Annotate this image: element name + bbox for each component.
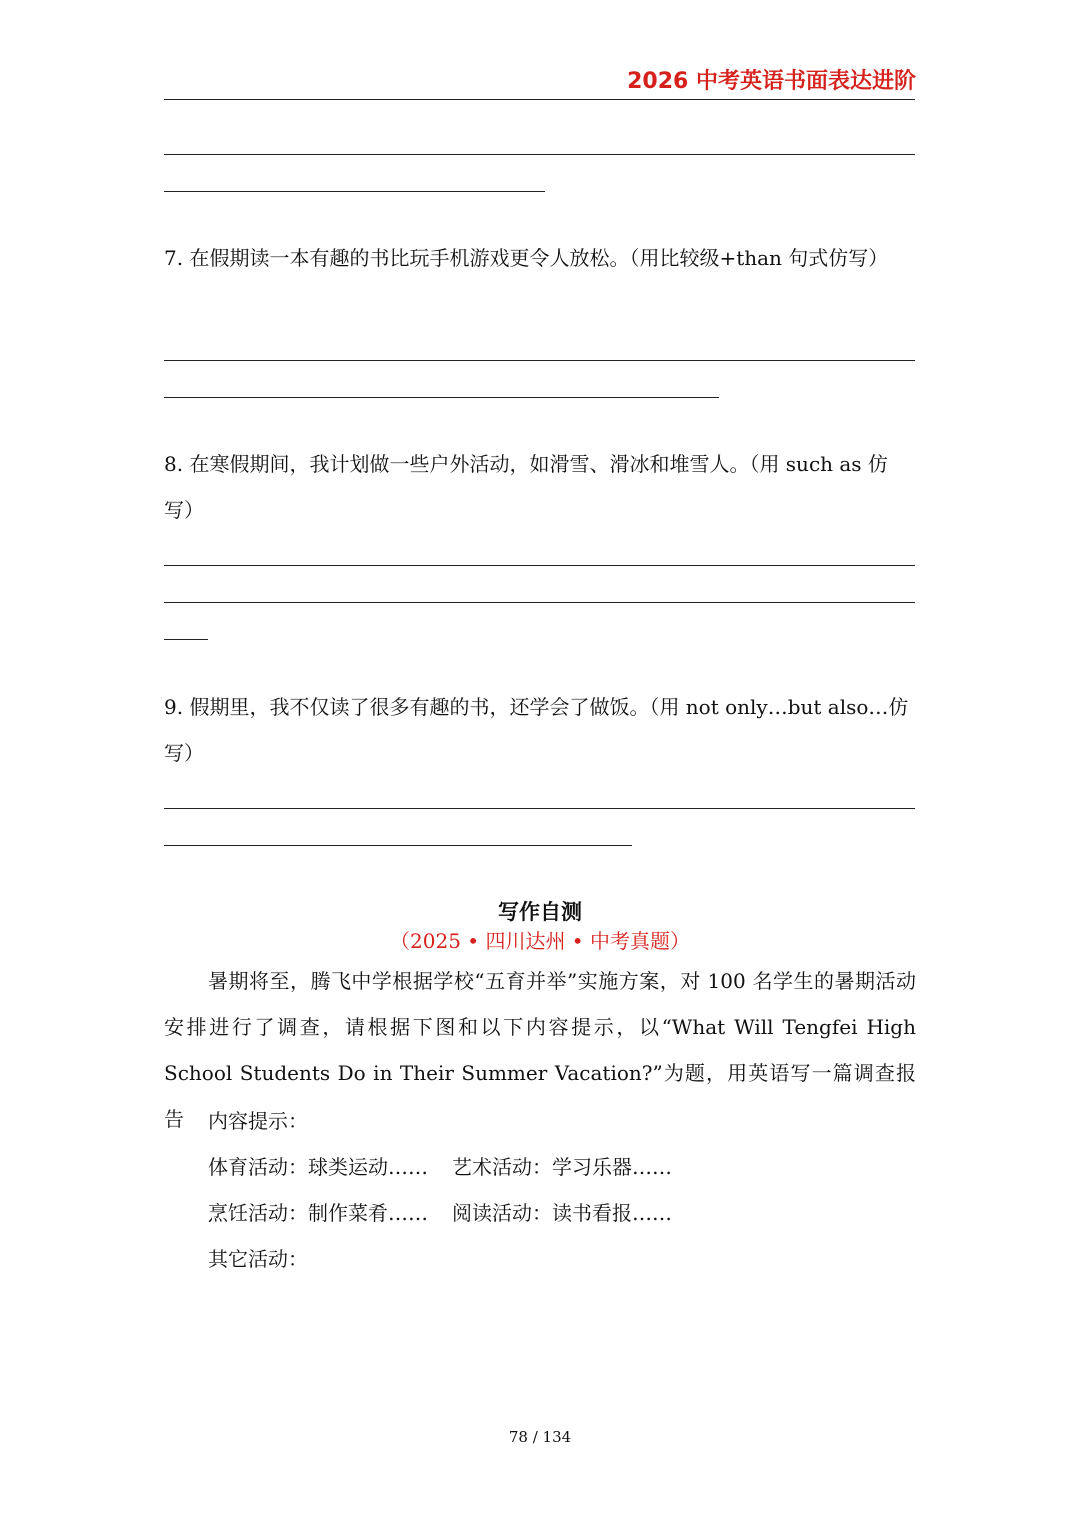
hint-other: 其它活动： [208,1247,308,1271]
page-number: 78 / 134 [508,1428,572,1446]
question-8: 8. 在寒假期间，我计划做一些户外活动，如滑雪、滑冰和堆雪人。（用 such as 仿写） [164,452,888,522]
answer-line [164,154,915,155]
hint-row [208,1152,672,1182]
answer-line [164,602,915,603]
section-source: （2025 • 四川达州 • 中考真题） [390,929,690,953]
answer-line [164,845,632,846]
hint-cooking: 烹饪活动：制作菜肴…… [208,1201,428,1225]
header-title: 2026 中考英语书面表达进阶 [627,69,916,94]
hints-label: 内容提示： [208,1109,308,1133]
question-7: 7. 在假期读一本有趣的书比玩手机游戏更令人放松。（用比较级+than 句式仿写） [164,246,889,270]
answer-line [164,565,915,566]
section-title: 写作自测 [498,900,582,924]
hint-reading: 阅读活动：读书看报…… [452,1201,672,1225]
answer-line [164,808,915,809]
header-rule [164,99,915,100]
answer-line [164,639,208,640]
hint-row [208,1198,672,1228]
hint-sports: 体育活动：球类运动…… [208,1155,428,1179]
hint-art: 艺术活动：学习乐器…… [452,1155,672,1179]
answer-line [164,191,545,192]
writing-prompt: 暑期将至，腾飞中学根据学校“五育并举”实施方案，对 100 名学生的暑期活动安排进行了调查，请根据下图和以下内容提示，以“What Will Tengfei High School Students Do in Their Summer Vacation?”为题，用英语写一篇调查报告 [164,969,916,1131]
answer-line [164,397,719,398]
question-9: 9. 假期里，我不仅读了很多有趣的书，还学会了做饭。（用 not only…but also…仿写） [164,695,909,765]
answer-line [164,360,915,361]
